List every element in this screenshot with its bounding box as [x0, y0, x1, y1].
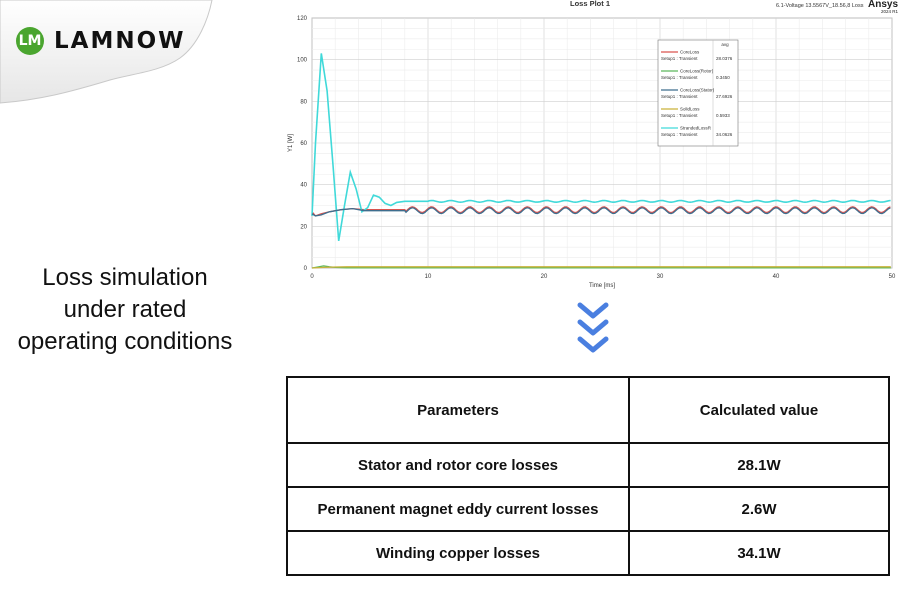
caption-line-1: Loss simulation — [42, 264, 208, 291]
header-parameters: Parameters — [287, 377, 629, 443]
row-value: 2.6W — [629, 487, 889, 531]
x-tick-label: 50 — [888, 274, 896, 280]
x-tick-label: 0 — [310, 274, 314, 280]
legend-series-setup: Setup1 : Transient — [661, 75, 698, 80]
y-tick-label: 60 — [300, 141, 307, 147]
x-tick-label: 20 — [540, 274, 548, 280]
x-axis-label: Time [ms] — [588, 283, 616, 289]
legend-series-name: StrandedLossR — [680, 125, 712, 131]
legend-series-name: CoreLoss(Stator) — [680, 87, 715, 93]
row-value: 28.1W — [629, 443, 889, 487]
x-tick-label: 40 — [772, 274, 780, 280]
legend-series-avg: 28.0376 — [716, 56, 733, 61]
table-row — [287, 487, 889, 531]
legend-series-avg: 34.0626 — [716, 132, 733, 137]
side-caption — [0, 262, 250, 358]
loss-chart — [280, 0, 900, 295]
legend-series-setup: Setup1 : Transient — [661, 94, 698, 99]
legend-series-name: CoreLoss — [680, 49, 700, 55]
chart-title: Loss Plot 1 — [569, 0, 611, 8]
table-header-row — [287, 377, 889, 443]
legend-header: avg — [721, 42, 729, 47]
legend-series-avg: 0.5933 — [716, 113, 730, 118]
legend-series-setup: Setup1 : Transient — [661, 132, 698, 137]
software-version: 2024 R1 — [880, 9, 898, 14]
logo-mark: LM — [16, 27, 44, 55]
x-tick-label: 10 — [424, 274, 432, 280]
loss-chart-svg — [280, 0, 900, 295]
y-tick-label: 120 — [296, 16, 307, 22]
x-tick-label: 30 — [656, 274, 664, 280]
row-parameter: Permanent magnet eddy current losses — [287, 487, 629, 531]
logo-panel — [0, 0, 220, 105]
y-tick-label: 0 — [303, 266, 307, 272]
chevron-down-icon — [576, 300, 610, 356]
table-row — [287, 443, 889, 487]
row-parameter: Winding copper losses — [287, 531, 629, 575]
brand-name: LAMNOW — [54, 28, 186, 54]
row-parameter: Stator and rotor core losses — [287, 443, 629, 487]
software-logo: Ansys — [867, 0, 898, 10]
caption-line-3: operating conditions — [17, 328, 233, 355]
y-axis-label: Y1 [W] — [288, 133, 294, 153]
y-tick-label: 40 — [300, 182, 307, 189]
y-tick-label: 20 — [300, 224, 307, 231]
y-tick-label: 80 — [300, 99, 307, 106]
header-calculated-value: Calculated value — [629, 377, 889, 443]
y-tick-label: 100 — [296, 57, 307, 64]
legend-series-name: CoreLoss(Rotor) — [680, 68, 714, 74]
legend-series-setup: Setup1 : Transient — [661, 113, 698, 118]
legend-series-avg: 0.3450 — [716, 75, 730, 80]
loss-results-table — [286, 376, 890, 576]
chart-subtitle: 6.1-Voltage 13.5567V_18.56,8 Loss — [776, 3, 864, 9]
legend-series-setup: Setup1 : Transient — [661, 56, 698, 61]
legend-series-name: SolidLoss — [680, 106, 700, 112]
table-row — [287, 531, 889, 575]
caption-line-2: under rated — [63, 296, 187, 323]
legend-series-avg: 27.6926 — [716, 94, 733, 99]
row-value: 34.1W — [629, 531, 889, 575]
